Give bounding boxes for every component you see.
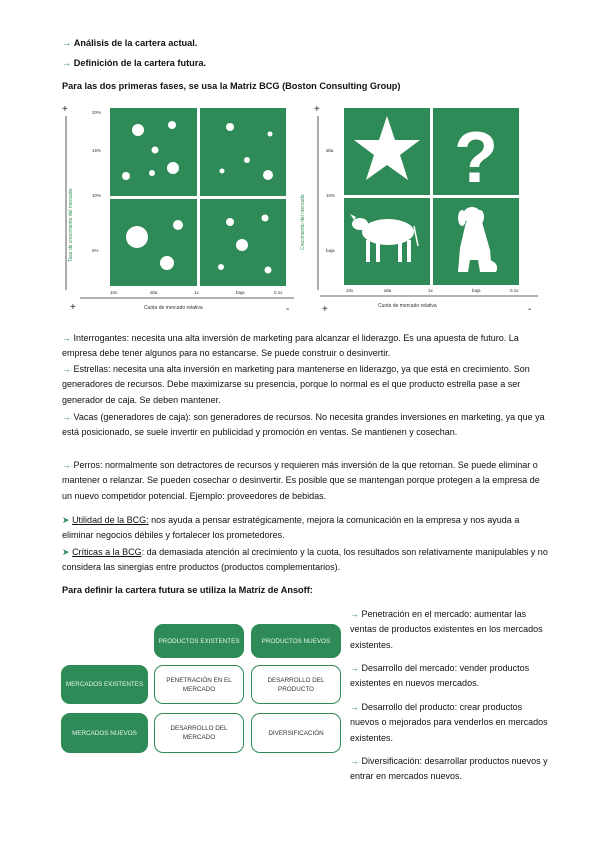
x-tick-1: alta xyxy=(150,290,158,295)
bcg-intro: Para las dos primeras fases, se usa la Matriz BCG (Boston Consulting Group) xyxy=(62,81,401,91)
y-tick-2: 10% xyxy=(92,193,102,198)
def-vacas-text: : son generadores de recursos. No necesita grandes inversiones en marketing, ya que ya está posicionado, se suele invertir en publicidad y promoción en ventas. Se mantienen y cosechan. xyxy=(62,412,545,438)
arrow-icon: → xyxy=(350,609,359,619)
def-perros-term: Perros xyxy=(73,460,101,470)
def-vacas-term: Vacas (generadores de caja) xyxy=(73,412,189,422)
bubble xyxy=(220,169,225,174)
bubble xyxy=(122,172,130,180)
ansoff-def-div-term: Diversificación xyxy=(361,756,420,766)
arrow-icon: → xyxy=(62,460,71,470)
minus-left: - xyxy=(286,304,290,315)
arrow-icon: → xyxy=(62,333,71,343)
def-estrellas-term: Estrellas xyxy=(73,364,109,374)
bcg-matrix-right xyxy=(300,100,542,322)
plus-top-left: + xyxy=(62,104,68,115)
matrix-left-y-label: Tasa de crecimiento del mercado xyxy=(68,188,74,262)
bubble xyxy=(132,124,144,136)
x-tick-3: baja xyxy=(236,290,245,295)
matrix-right-y-label: Crecimiento del mercado xyxy=(300,194,306,250)
x-tick-0: 10x xyxy=(346,288,354,293)
ansoff-def-dmerc-text: : vender productos existentes en nuevos mercados. xyxy=(350,663,530,689)
note-utilidad xyxy=(62,513,550,544)
arrow-icon: → xyxy=(62,412,71,422)
x-tick-2: 1x xyxy=(194,290,199,295)
def-estrellas xyxy=(62,362,550,408)
intro-item-2 xyxy=(62,57,206,70)
intro-item-2-text: Definición de la cartera futura. xyxy=(73,58,206,68)
ansoff-def-dprod xyxy=(350,700,550,746)
y-tick-2: baja xyxy=(326,248,335,253)
y-tick-3: 5% xyxy=(92,248,99,253)
bubble xyxy=(167,162,179,174)
intro-item-1 xyxy=(62,37,197,50)
bullet-icon: ➤ xyxy=(62,515,70,525)
x-tick-2: 1x xyxy=(428,288,433,293)
plus-bottom-right: + xyxy=(322,304,328,315)
ansoff-cell-penetracion: PENETRACIÓN EN EL MERCADO xyxy=(154,665,244,704)
ansoff-def-div-text: : desarrollar productos nuevos y entrar en mercados nuevos. xyxy=(350,756,548,782)
bubble xyxy=(244,157,250,163)
bcg-matrix-left xyxy=(60,100,300,322)
bubble xyxy=(218,264,224,270)
x-tick-1: alta xyxy=(384,288,392,293)
bubble xyxy=(168,121,176,129)
bubble xyxy=(236,239,248,251)
ansoff-def-dprod-term: Desarrollo del producto xyxy=(361,702,455,712)
ansoff-def-dprod-text: : crear productos nuevos o mejorados para venderlos en mercados existentes. xyxy=(350,702,548,743)
ansoff-cell-desarrollo-mercado: DESARROLLO DEL MERCADO xyxy=(154,713,244,753)
arrow-icon: → xyxy=(350,702,359,712)
def-estrellas-text: : necesita una alta inversión en marketing para mantenerse en liderazgo, ya que está en crecimiento. Son generadores de recursos. Debe maximizarse su presencia, porque lo normal es el que producto estrella pase a ser generador de caja. Se deben mantener. xyxy=(62,364,530,405)
bubble xyxy=(263,170,273,180)
def-perros-text: : normalmente son detractores de recursos y requieren más inversión de la que retornan. Se puede eliminar o mantener o relanzar. Se pueden cosechar o desinvertir. Es posible que se mantengan porque protegen a la empresa de un nuevo competidor potencial. Ejemplo: proveedores de bebidas. xyxy=(62,460,540,501)
ansoff-intro: Para definir la cartera futura se utiliza la Matriz de Ansoff: xyxy=(62,585,313,595)
bubble xyxy=(160,256,174,270)
note-criticas-text: : da demasiada atención al crecimiento y la cuota, los resultados son relativamente manipulables y no considera las sinergias entre productos (productos complementarios). xyxy=(62,547,548,573)
quadrant-bl xyxy=(110,199,197,286)
note-criticas-term: Críticas a la BCG xyxy=(72,547,142,557)
question-mark-icon: ? xyxy=(454,118,498,198)
x-tick-4: 0.1x xyxy=(274,290,283,295)
bubble xyxy=(226,123,234,131)
y-tick-1: 10% xyxy=(326,193,336,198)
y-tick-1: 15% xyxy=(92,148,102,153)
note-criticas xyxy=(62,545,550,576)
bubble xyxy=(149,170,155,176)
x-tick-4: 0.1x xyxy=(510,288,519,293)
ansoff-def-div xyxy=(350,754,550,785)
bubble xyxy=(262,215,269,222)
note-utilidad-term: Utilidad de la BCG: xyxy=(72,515,149,525)
ansoff-header-new: PRODUCTOS NUEVOS xyxy=(251,624,341,658)
arrow-icon: → xyxy=(350,663,359,673)
x-tick-3: baja xyxy=(472,288,481,293)
ansoff-def-pen xyxy=(350,607,550,653)
plus-bottom-left: + xyxy=(70,302,76,313)
arrow-icon: → xyxy=(62,58,72,68)
minus-right: - xyxy=(528,304,532,315)
ansoff-header-existing: PRODUCTOS EXISTENTES xyxy=(154,624,244,658)
ansoff-cell-desarrollo-producto: DESARROLLO DEL PRODUCTO xyxy=(251,665,341,704)
bubble xyxy=(126,226,148,248)
y-tick-0: alta xyxy=(326,148,334,153)
bubble xyxy=(226,218,234,226)
matrix-left-x-label: Cuota de mercado relativa xyxy=(144,305,203,311)
intro-item-1-text: Análisis de la cartera actual. xyxy=(73,38,198,48)
bubble xyxy=(173,220,183,230)
ansoff-def-dmerc-term: Desarrollo del mercado xyxy=(361,663,455,673)
matrix-right-x-label: Cuota de mercado relativa xyxy=(378,303,437,309)
plus-top-right: + xyxy=(314,104,320,115)
def-interrogantes-text: : necesita una alta inversión de marketing para alcanzar el liderazgo. Es una apuesta de futuro. La empresa debe tener algunos para no estancarse. Se puede construir o desinvertir. xyxy=(62,333,519,359)
ansoff-def-pen-term: Penetración en el mercado xyxy=(361,609,470,619)
bubble xyxy=(152,147,159,154)
x-tick-0: 10x xyxy=(110,290,118,295)
ansoff-row-existing: MERCADOS EXISTENTES xyxy=(61,665,148,704)
arrow-icon: → xyxy=(350,756,359,766)
note-utilidad-text: nos ayuda a pensar estratégicamente, mejora la comunicación en la empresa y nos ayuda a eliminar negocios débiles y fortalecer los prometedores. xyxy=(62,515,520,541)
ansoff-cell-diversificacion: DIVERSIFICACIÓN xyxy=(251,713,341,753)
ansoff-def-dmerc xyxy=(350,661,550,692)
quadrant-tr xyxy=(200,108,286,196)
def-perros xyxy=(62,458,550,504)
arrow-icon: → xyxy=(62,38,72,48)
bullet-icon: ➤ xyxy=(62,547,70,557)
ansoff-row-new: MERCADOS NUEVOS xyxy=(61,713,148,753)
def-vacas xyxy=(62,410,550,441)
bubble xyxy=(265,267,272,274)
bubble xyxy=(268,132,273,137)
def-interrogantes-term: Interrogantes xyxy=(73,333,127,343)
def-interrogantes xyxy=(62,331,550,362)
y-tick-0: 20% xyxy=(92,110,102,115)
ansoff-def-pen-text: : aumentar las ventas de productos existentes en los mercados existentes. xyxy=(350,609,543,650)
arrow-icon: → xyxy=(62,364,71,374)
